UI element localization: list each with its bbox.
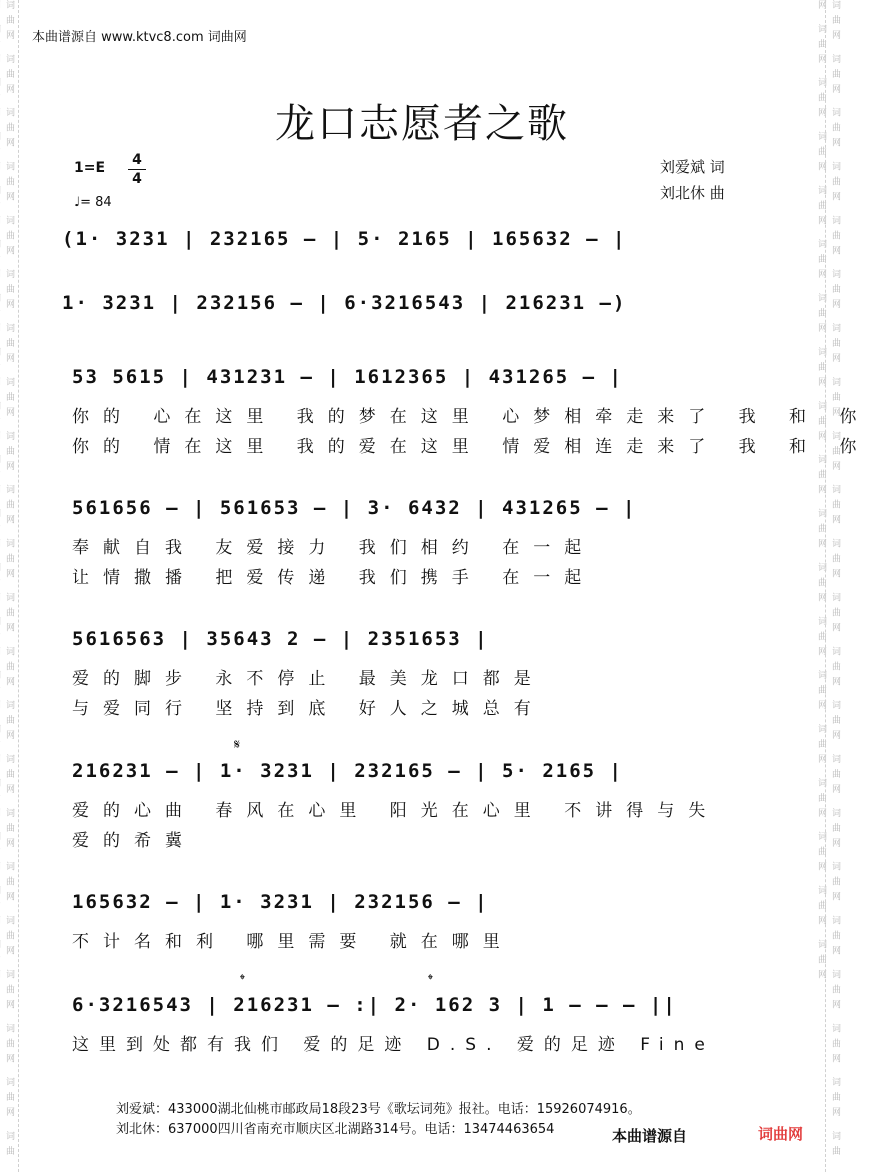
time-top: 4 [132,152,142,168]
right-border [825,0,826,1172]
score-row-8-lyric-1: 这里到处都有我们 爱的足迹 D.S. 爱的足迹 Fine [72,1035,715,1055]
score-row-6-notes: 216231 — | 1· 3231 | 232165 — | 5· 2165 | [72,760,623,782]
score-row-2-notes: 1· 3231 | 232156 — | 6·3216543 | 216231 —) [62,292,627,314]
brand-logo: 词曲网 [758,1125,804,1143]
song-title: 龙口志愿者之歌 [275,101,569,147]
footer-lyricist-address: 刘爱斌：433000湖北仙桃市邮政局18段23号《歌坛词苑》报社。电话：15926074916。 [116,1102,641,1117]
header-source: 本曲谱源自 www.ktvc8.com 词曲网 [32,30,247,45]
segno-sign: 𝄋 [234,737,241,753]
score-row-3-lyric-2: 你的 情在这里 我的爱在这里 情爱相连走来了 我 和 你 [72,437,870,457]
tempo-marking: ♩= 84 [74,195,112,210]
score-row-4-lyric-2: 让情撒播 把爱传递 我们携手 在一起 [72,568,596,588]
score-row-7-notes: 165632 — | 1· 3231 | 232156 — | [72,891,489,913]
score-row-4-notes: 561656 — | 561653 — | 3· 6432 | 431265 — | [72,497,637,519]
score-row-3-lyric-1: 你的 心在这里 我的梦在这里 心梦相牵走来了 我 和 你 [72,407,870,427]
score-row-4-lyric-1: 奉献自我 友爱接力 我们相约 在一起 [72,538,596,558]
key-signature: 1=E [74,160,106,176]
coda-sign-2: 𝄌 [428,972,433,988]
watermark-left: 词曲网 词曲网 词曲网 词曲网 词曲网 词曲网 词曲网 词曲网 词曲网 词曲网 词曲网 词曲网 词曲网 词曲网 词曲网 词曲网 词曲网 词曲网 词曲网 词曲网 词曲网 词曲 [4,0,14,1162]
time-signature [128,152,146,187]
watermark-right: 词曲网 词曲网 词曲网 词曲网 词曲网 词曲网 词曲网 词曲网 词曲网 词曲网 词曲网 词曲网 词曲网 词曲网 词曲网 词曲网 词曲网 词曲网 词曲网 词曲网 词曲网 词曲网 词曲网 词曲网 词曲网 词曲网 词曲网 词曲网 词曲网 词曲网 词曲网 词曲网 词曲网 词曲网 词曲网 词曲网 词曲网 词曲网 词曲网 词曲网 [816,0,840,1162]
brand-source-text: 本曲谱源自 [612,1127,688,1145]
score-row-5-lyric-1: 爱的脚步 永不停止 最美龙口都是 [72,669,545,689]
score-row-3-notes: 53 5615 | 431231 — | 1612365 | 431265 — | [72,366,623,388]
left-border [18,0,19,1172]
score-row-7-lyric-1: 不计名和利 哪里需要 就在哪里 [72,932,514,952]
score-row-8-notes: 6·3216543 | 216231 — :| 2· 162 3 | 1 — — — || [72,994,677,1016]
composer-credit: 刘北休 曲 [660,184,725,202]
coda-sign-1: 𝄌 [240,972,245,988]
score-row-6-lyric-2: 爱的希冀 [72,831,196,851]
score-row-5-notes: 5616563 | 35643 2 — | 2351653 | [72,628,489,650]
footer-composer-address: 刘北休：637000四川省南充市顺庆区北湖路314号。电话：13474463654 [116,1122,555,1137]
score-row-5-lyric-2: 与爱同行 坚持到底 好人之城总有 [72,699,545,719]
time-bottom: 4 [132,171,142,187]
lyricist-credit: 刘爱斌 词 [660,158,725,176]
score-row-6-lyric-1: 爱的心曲 春风在心里 阳光在心里 不讲得与失 [72,801,720,821]
score-row-1-notes: (1· 3231 | 232165 — | 5· 2165 | 165632 — | [62,228,627,250]
